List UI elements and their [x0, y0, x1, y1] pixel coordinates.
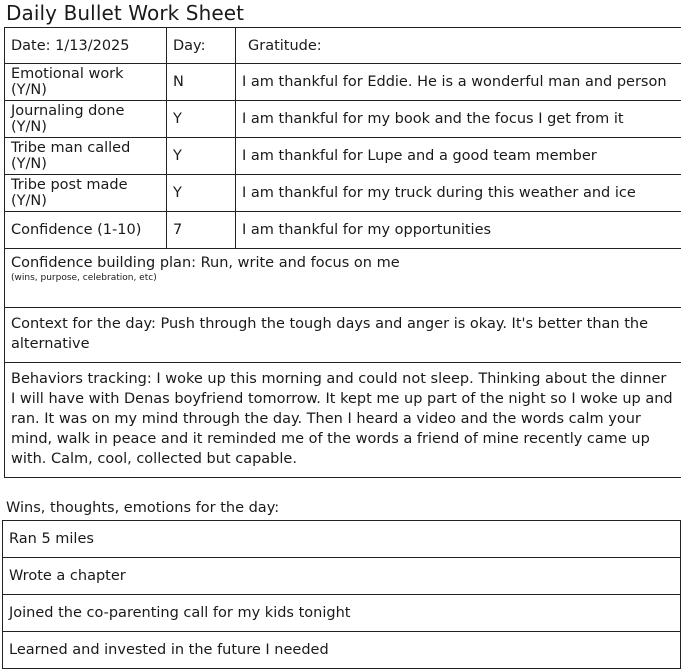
gratitude-header: Gratitude:	[236, 28, 681, 64]
wins-label: Wins, thoughts, emotions for the day:	[6, 500, 280, 516]
gratitude-entry[interactable]: I am thankful for Eddie. He is a wonderful man and person	[236, 64, 681, 101]
row-label: Tribe post made (Y/N)	[5, 175, 167, 212]
table-row	[5, 138, 681, 175]
context-row	[5, 308, 681, 363]
behaviors-cell[interactable]: Behaviors tracking: I woke up this morning and could not sleep. Thinking about the dinner I will have with Denas boyfriend tomorrow. It kept me up part of the night so I woke up and ran. It was on my mind through the day. Then I heard a video and the words calm your mind, walk in peace and it reminded me of the words a friend of mine recently came up with. Calm, cool, collected but capable.	[5, 363, 681, 478]
confidence-plan-cell[interactable]	[5, 249, 681, 308]
confidence-plan-text: Confidence building plan: Run, write and focus on me	[11, 255, 400, 271]
worksheet-table	[4, 27, 681, 478]
behaviors-row	[5, 363, 681, 478]
gratitude-entry[interactable]: I am thankful for my opportunities	[236, 212, 681, 249]
row-value[interactable]: Y	[167, 175, 236, 212]
win-entry[interactable]: Joined the co-parenting call for my kids tonight	[3, 595, 681, 632]
gratitude-entry[interactable]: I am thankful for Lupe and a good team member	[236, 138, 681, 175]
row-label: Journaling done (Y/N)	[5, 101, 167, 138]
gratitude-entry[interactable]: I am thankful for my truck during this weather and ice	[236, 175, 681, 212]
win-entry[interactable]: Learned and invested in the future I needed	[3, 632, 681, 669]
context-cell[interactable]: Context for the day: Push through the tough days and anger is okay. It's better than the alternative	[5, 308, 681, 363]
row-label: Tribe man called (Y/N)	[5, 138, 167, 175]
table-row	[5, 175, 681, 212]
page-title: Daily Bullet Work Sheet	[6, 1, 245, 25]
list-item	[3, 558, 681, 595]
row-value[interactable]: Y	[167, 138, 236, 175]
wins-table	[2, 520, 681, 669]
list-item	[3, 595, 681, 632]
list-item	[3, 632, 681, 669]
row-label: Confidence (1-10)	[5, 212, 167, 249]
gratitude-entry[interactable]: I am thankful for my book and the focus I get from it	[236, 101, 681, 138]
plan-row	[5, 249, 681, 308]
day-cell[interactable]: Day:	[167, 28, 236, 64]
list-item	[3, 521, 681, 558]
row-label: Emotional work (Y/N)	[5, 64, 167, 101]
date-cell[interactable]: Date: 1/13/2025	[5, 28, 167, 64]
table-row	[5, 101, 681, 138]
table-row	[5, 64, 681, 101]
row-value[interactable]: Y	[167, 101, 236, 138]
row-value[interactable]: 7	[167, 212, 236, 249]
win-entry[interactable]: Ran 5 miles	[3, 521, 681, 558]
header-row	[5, 28, 681, 64]
table-row	[5, 212, 681, 249]
confidence-plan-note: (wins, purpose, celebration, etc)	[11, 273, 157, 283]
row-value[interactable]: N	[167, 64, 236, 101]
win-entry[interactable]: Wrote a chapter	[3, 558, 681, 595]
